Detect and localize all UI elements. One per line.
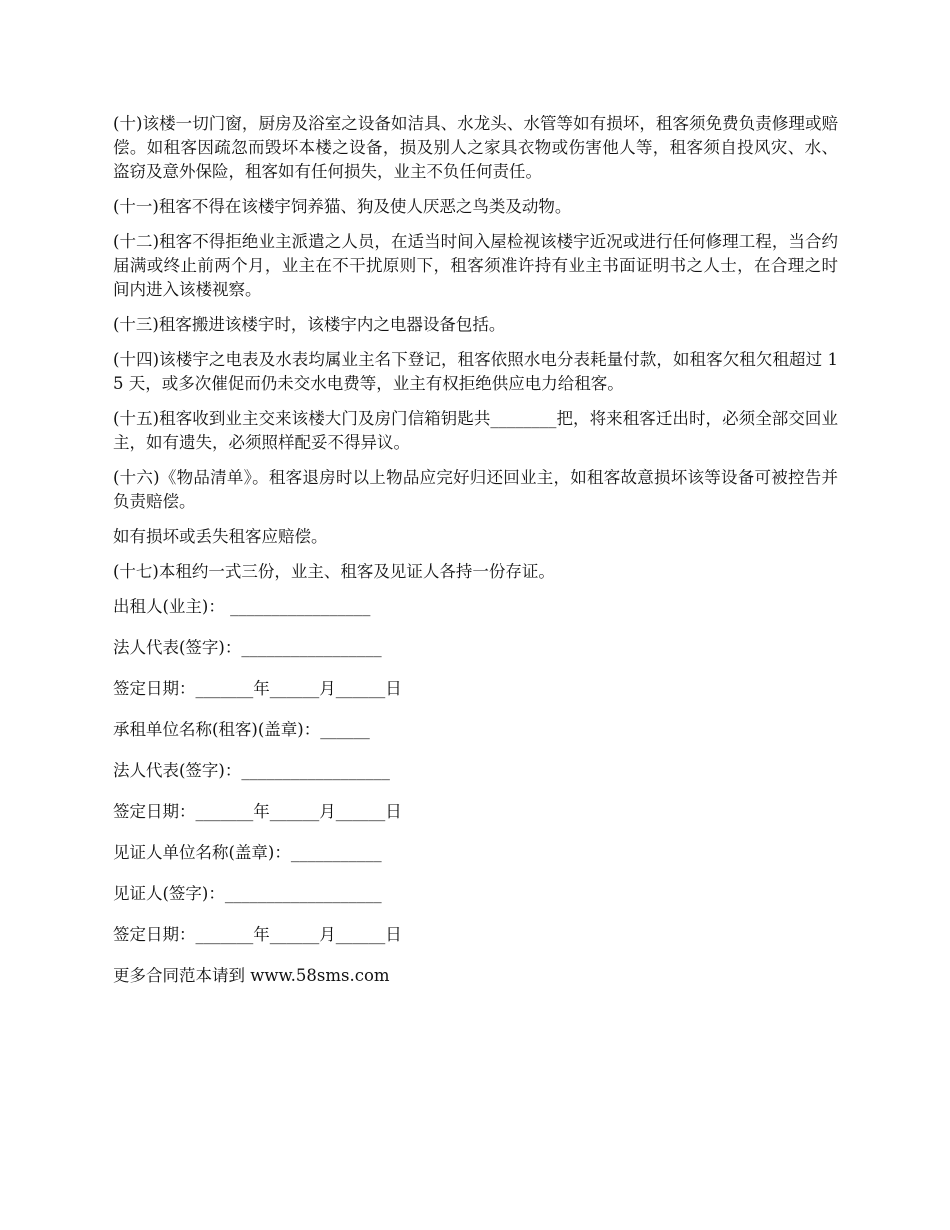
lessor-signature-line: 出租人(业主)： _________________ xyxy=(113,597,371,616)
lessor-date-line: 签定日期：_______年______月______日 xyxy=(113,679,402,698)
clause-15: (十五)租客收到业主交来该楼大门及房门信箱钥匙共________把，将来租客迁出时，必须全部交回业主，如有遗失，必须照样配妥不得异议。 xyxy=(113,409,838,452)
clause-17: (十七)本租约一式三份，业主、租客及见证人各持一份存证。 xyxy=(113,562,555,581)
witness-unit-line: 见证人单位名称(盖章)：___________ xyxy=(113,843,382,862)
lessee-representative-line: 法人代表(签字)：__________________ xyxy=(113,761,390,780)
damage-note: 如有损坏或丢失租客应赔偿。 xyxy=(113,527,328,546)
clause-10: (十)该楼一切门窗，厨房及浴室之设备如洁具、水龙头、水管等如有损坏，租客须免费负责修理或赔偿。如租客因疏忽而毁坏本楼之设备，损及别人之家具衣物或伤害他人等，租客须自投风灾、水、盗窃及意外保险，租客如有任何损失，业主不负任何责任。 xyxy=(113,114,838,181)
lessee-unit-line: 承租单位名称(租客)(盖章)：______ xyxy=(113,720,370,739)
lessee-date-line: 签定日期：_______年______月______日 xyxy=(113,802,402,821)
clause-11: (十一)租客不得在该楼宇饲养猫、狗及使人厌恶之鸟类及动物。 xyxy=(113,197,572,216)
footer-link-text: 更多合同范本请到 www.58sms.com xyxy=(113,966,390,985)
witness-signature-line: 见证人(签字)：___________________ xyxy=(113,884,382,903)
clause-16: (十六)《物品清单》。租客退房时以上物品应完好归还回业主，如租客故意损坏该等设备可被控告并负责赔偿。 xyxy=(113,468,838,511)
clause-14: (十四)该楼宇之电表及水表均属业主名下登记，租客依照水电分表耗量付款，如租客欠租欠租超过 15 天，或多次催促而仍未交水电费等，业主有权拒绝供应电力给租客。 xyxy=(113,350,838,393)
clause-12: (十二)租客不得拒绝业主派遣之人员，在适当时间入屋检视该楼宇近况或进行任何修理工程，当合约届满或终止前两个月，业主在不干扰原则下，租客须准许持有业主书面证明书之人士，在合理之时间内进入该楼视察。 xyxy=(113,232,838,299)
witness-date-line: 签定日期：_______年______月______日 xyxy=(113,925,402,944)
contract-page xyxy=(113,112,838,1005)
clause-13: (十三)租客搬进该楼宇时，该楼宇内之电器设备包括。 xyxy=(113,315,506,334)
lessor-representative-line: 法人代表(签字)：_________________ xyxy=(113,638,382,657)
